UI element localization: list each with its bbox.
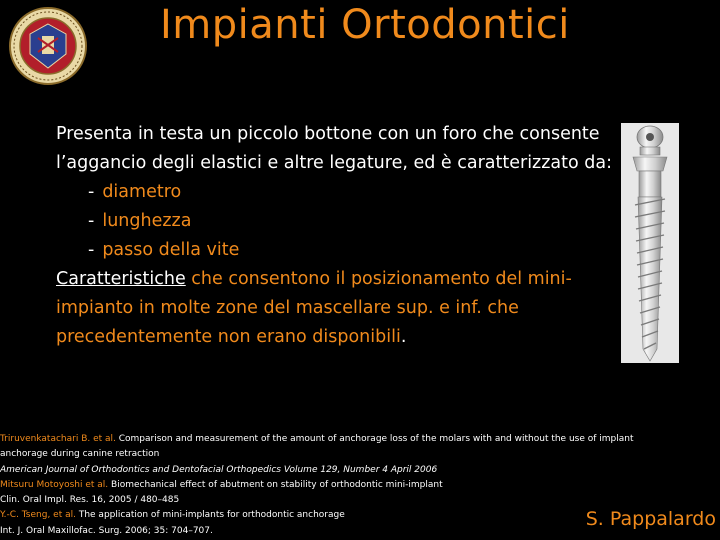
reference-author: Mitsuru Motoyoshi et al.: [0, 479, 109, 490]
page-title: Impianti Ortodontici: [160, 2, 570, 48]
reference-text: The application of mini-implants for orthodontic anchorage: [75, 510, 345, 521]
reference-text: American Journal of Orthodontics and Dentofacial Orthopedics Volume 129, Number 4 April 2006: [0, 464, 438, 475]
bullet-dash: -: [88, 182, 95, 202]
list-item: [88, 207, 616, 236]
list-item-label: passo della vite: [102, 240, 240, 260]
reference-line: [0, 463, 700, 478]
feature-paragraph: [56, 265, 616, 352]
reference-line: [0, 493, 700, 508]
university-seal-logo: [8, 6, 88, 86]
feature-rest: che consentono il posizionamento del mini-impianto in molte zone del mascellare sup. e inf. che precedentemente non erano disponibili: [56, 269, 572, 347]
reference-text: Comparison and measurement of the amount of anchorage loss of the molars with and without the use of implant: [115, 434, 634, 444]
reference-text: Int. J. Oral Maxillofac. Surg. 2006; 35: 704–707.: [0, 525, 213, 536]
reference-line: [0, 432, 700, 447]
feature-list: [56, 178, 616, 265]
feature-underlined: Caratteristiche: [56, 269, 186, 289]
slide-body: [56, 120, 616, 352]
reference-text: anchorage during canine retraction: [0, 449, 160, 460]
reference-text: Clin. Oral Impl. Res. 16, 2005 / 480–485: [0, 495, 180, 506]
list-item-label: diametro: [102, 182, 182, 202]
reference-text: Biomechanical effect of abutment on stability of orthodontic mini-implant: [108, 479, 443, 490]
bullet-dash: -: [88, 211, 95, 231]
reference-line: [0, 447, 700, 462]
bullet-dash: -: [88, 240, 95, 260]
intro-paragraph: Presenta in testa un piccolo bottone con un foro che consente l’aggancio degli elastici e altre legature, ed è caratterizzato da:: [56, 124, 613, 173]
reference-line: [0, 478, 700, 493]
list-item: [88, 178, 616, 207]
list-item-label: lunghezza: [102, 211, 192, 231]
mini-implant-image: [621, 123, 679, 363]
feature-end: .: [400, 327, 407, 347]
reference-author: Triruvenkatachari B. et al.: [0, 434, 116, 444]
author-signature: S. Pappalardo: [585, 508, 716, 530]
reference-author: Y.-C. Tseng, et al.: [0, 510, 76, 521]
list-item: [88, 236, 616, 265]
